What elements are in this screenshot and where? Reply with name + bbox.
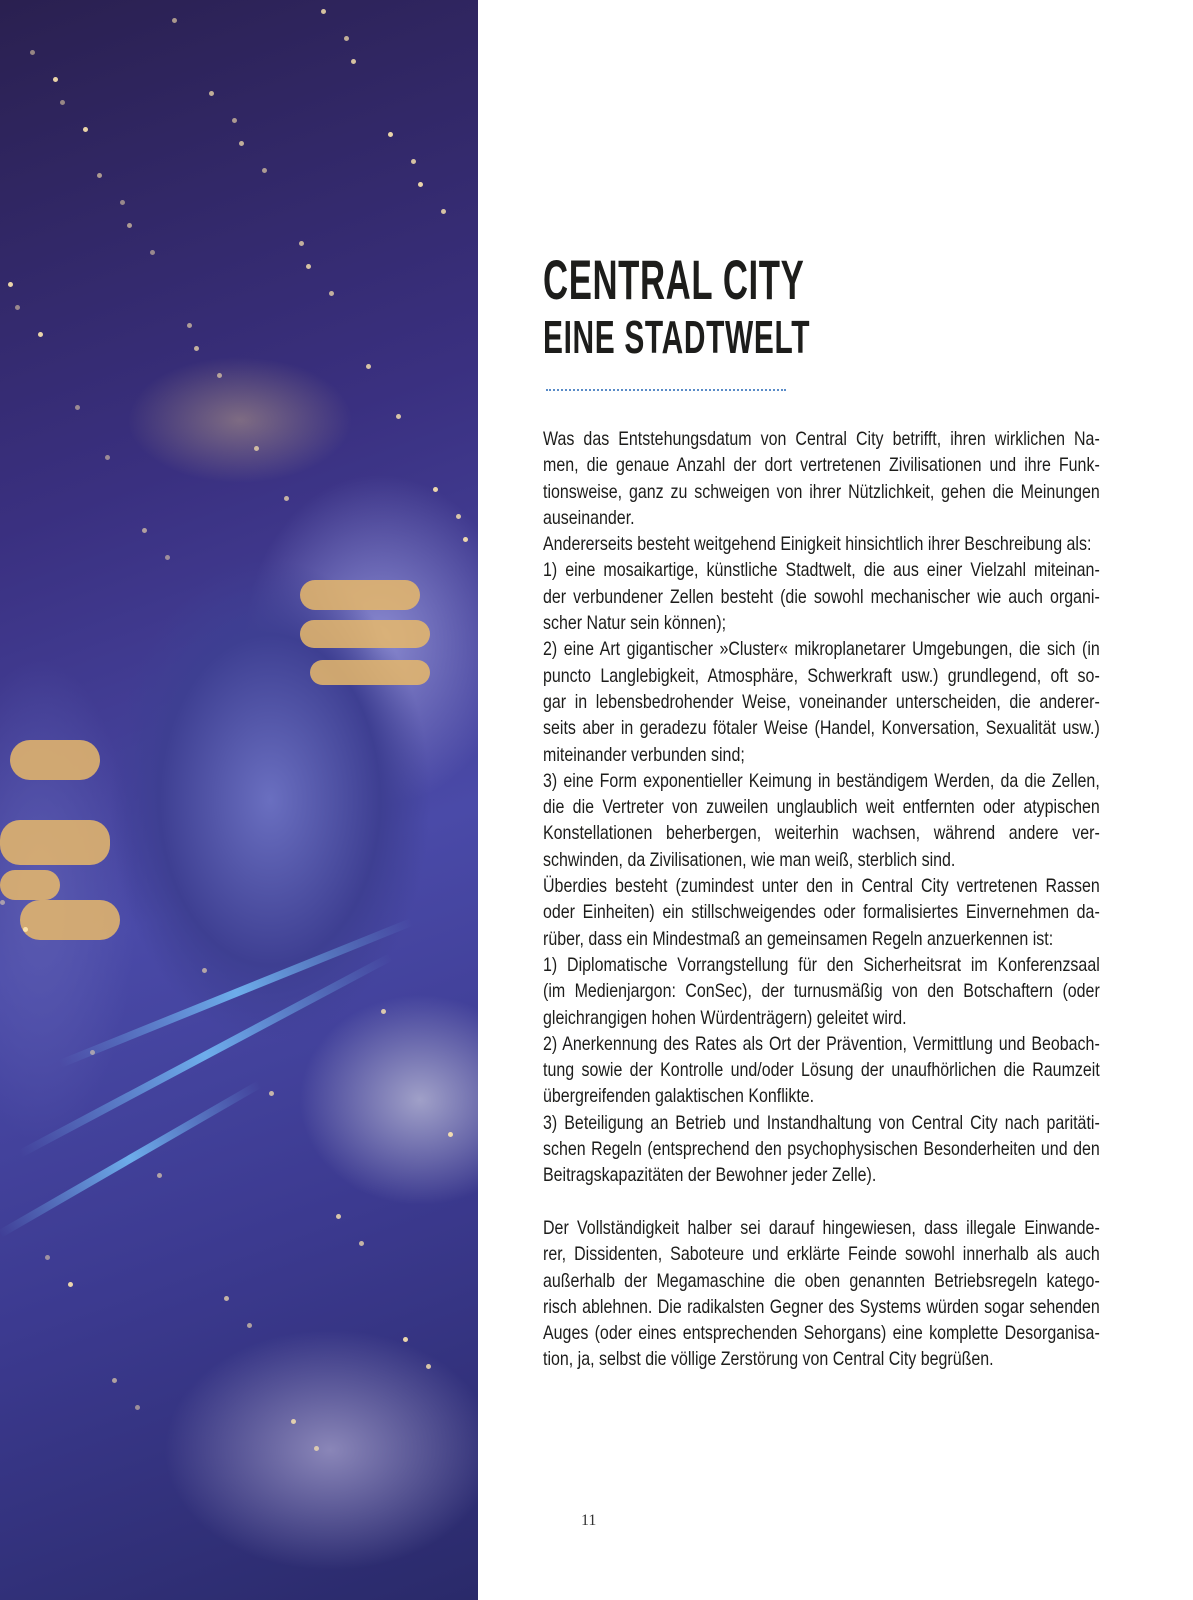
text-line: risch ablehnen. Die radikalsten Gegner des Systems würden sogar sehenden bbox=[543, 1295, 1100, 1318]
paragraph bbox=[543, 1215, 1100, 1373]
star-light bbox=[150, 250, 155, 255]
text-line: 2) eine Art gigantischer »Cluster« mikroplanetarer Umgebungen, die sich (in bbox=[543, 638, 1100, 661]
star-light bbox=[142, 528, 147, 533]
star-light bbox=[344, 36, 349, 41]
star-light bbox=[291, 1419, 296, 1424]
lit-window bbox=[10, 740, 100, 780]
paragraph bbox=[543, 952, 1100, 1031]
text-line: seits aber in geradezu fötaler Weise (Handel, Konversation, Sexualität usw.) bbox=[543, 717, 1100, 740]
paragraph bbox=[543, 1110, 1100, 1189]
star-light bbox=[463, 537, 468, 542]
text-line: die die Vertreter von zuweilen unglaublich weit entfernten oder atypischen bbox=[543, 796, 1100, 819]
star-light bbox=[165, 555, 170, 560]
star-light bbox=[38, 332, 43, 337]
text-line: 1) eine mosaikartige, künstliche Stadtwelt, die aus einer Vielzahl miteinan- bbox=[543, 559, 1100, 582]
star-light bbox=[336, 1214, 341, 1219]
star-light bbox=[53, 77, 58, 82]
text-line: Was das Entstehungsdatum von Central City betrifft, ihren wirklichen Na- bbox=[543, 428, 1100, 450]
star-light bbox=[418, 182, 423, 187]
star-light bbox=[456, 514, 461, 519]
text-line: scher Natur sein können); bbox=[543, 612, 727, 635]
text-line: tung sowie der Kontrolle und/oder Lösung der unaufhörlichen die Raumzeit bbox=[543, 1059, 1100, 1082]
lit-window bbox=[0, 820, 110, 865]
light-beam bbox=[59, 918, 414, 1068]
star-light bbox=[217, 373, 222, 378]
star-light bbox=[135, 1405, 140, 1410]
star-light bbox=[75, 405, 80, 410]
paragraph bbox=[543, 557, 1100, 636]
page-number: 11 bbox=[581, 1512, 597, 1529]
star-light bbox=[284, 496, 289, 501]
text-line: Konstellationen beherbergen, weiterhin wachsen, während andere ver- bbox=[543, 822, 1100, 845]
text-line: der verbundener Zellen besteht (die sowohl mechanischer wie auch organi- bbox=[543, 585, 1100, 608]
paragraph bbox=[543, 531, 1100, 557]
star-light bbox=[157, 1173, 162, 1178]
star-light bbox=[351, 59, 356, 64]
star-light bbox=[366, 364, 371, 369]
lit-window bbox=[300, 580, 420, 610]
text-line: (im Medienjargon: ConSec), der turnusmäßig von den Botschaftern (oder bbox=[543, 980, 1100, 1003]
star-light bbox=[8, 282, 13, 287]
star-light bbox=[120, 200, 125, 205]
paragraph bbox=[543, 768, 1100, 873]
star-light bbox=[262, 168, 267, 173]
star-light bbox=[448, 1132, 453, 1137]
text-line: Überdies besteht (zumindest unter den in Central City vertretenen Rassen bbox=[543, 875, 1100, 898]
text-line: auseinander. bbox=[543, 506, 635, 529]
text-line: men, die genaue Anzahl der dort vertretenen Zivilisationen und ihre Funk- bbox=[543, 454, 1100, 477]
paragraph bbox=[543, 636, 1100, 767]
text-line: Der Vollständigkeit halber sei darauf hingewiesen, dass illegale Einwande- bbox=[543, 1216, 1100, 1239]
star-light bbox=[254, 446, 259, 451]
star-light bbox=[127, 223, 132, 228]
text-line: Andererseits besteht weitgehend Einigkeit hinsichtlich ihrer Beschreibung als: bbox=[543, 533, 1092, 556]
text-line: miteinander verbunden sind; bbox=[543, 743, 745, 766]
star-light bbox=[314, 1446, 319, 1451]
lit-window bbox=[300, 620, 430, 648]
page-title: CENTRAL CITY bbox=[543, 248, 805, 311]
text-line: gleichrangigen hohen Würdenträgern) geleitet wird. bbox=[543, 1006, 907, 1029]
star-light bbox=[0, 900, 5, 905]
star-light bbox=[381, 1009, 386, 1014]
text-line: 3) Beteiligung an Betrieb und Instandhaltung von Central City nach paritäti- bbox=[543, 1111, 1100, 1134]
text-line: tion, ja, selbst die völlige Zerstörung von Central City begrüßen. bbox=[543, 1348, 994, 1371]
body-text bbox=[543, 426, 1100, 1373]
text-line: 3) eine Form exponentieller Keimung in beständigem Werden, da die Zellen, bbox=[543, 769, 1100, 792]
star-light bbox=[299, 241, 304, 246]
dotted-divider bbox=[546, 389, 786, 391]
star-light bbox=[90, 1050, 95, 1055]
paragraph bbox=[543, 426, 1100, 531]
star-light bbox=[232, 118, 237, 123]
star-light bbox=[388, 132, 393, 137]
text-line: tionsweise, ganz zu schweigen von ihrer Nützlichkeit, gehen die Meinungen bbox=[543, 480, 1100, 503]
star-light bbox=[68, 1282, 73, 1287]
star-light bbox=[209, 91, 214, 96]
star-light bbox=[306, 264, 311, 269]
star-light bbox=[396, 414, 401, 419]
light-beam bbox=[0, 1081, 262, 1238]
star-light bbox=[30, 50, 35, 55]
paragraph bbox=[543, 1031, 1100, 1110]
star-light bbox=[403, 1337, 408, 1342]
star-light bbox=[60, 100, 65, 105]
text-line: 2) Anerkennung des Rates als Ort der Prävention, Vermittlung und Beobach- bbox=[543, 1032, 1100, 1055]
star-light bbox=[105, 455, 110, 460]
star-light bbox=[321, 9, 326, 14]
star-light bbox=[411, 159, 416, 164]
text-line: puncto Langlebigkeit, Atmosphäre, Schwerkraft usw.) grundlegend, oft so- bbox=[543, 664, 1100, 687]
text-line: rer, Dissidenten, Saboteure und erklärte Feinde sowohl innerhalb als auch bbox=[543, 1243, 1100, 1266]
star-light bbox=[23, 927, 28, 932]
star-light bbox=[441, 209, 446, 214]
star-light bbox=[15, 305, 20, 310]
paragraph-gap bbox=[543, 1189, 1100, 1215]
star-light bbox=[239, 141, 244, 146]
star-light bbox=[247, 1323, 252, 1328]
star-light bbox=[269, 1091, 274, 1096]
star-light bbox=[433, 487, 438, 492]
text-line: oder Einheiten) ein stillschweigendes oder formalisiertes Einvernehmen da- bbox=[543, 901, 1100, 924]
star-light bbox=[112, 1378, 117, 1383]
star-light bbox=[224, 1296, 229, 1301]
text-line: übergreifenden galaktischen Konflikte. bbox=[543, 1085, 815, 1108]
lit-window bbox=[0, 870, 60, 900]
text-line: 1) Diplomatische Vorrangstellung für den Sicherheitsrat im Konferenzsaal bbox=[543, 953, 1100, 976]
lit-window bbox=[310, 660, 430, 685]
star-light bbox=[426, 1364, 431, 1369]
star-light bbox=[172, 18, 177, 23]
star-light bbox=[359, 1241, 364, 1246]
page-subtitle: EINE STADTWELT bbox=[543, 311, 811, 363]
text-line: schen Regeln (entsprechend den psychophysischen Besonderheiten und den bbox=[543, 1138, 1100, 1161]
text-line: Auges (oder eines entsprechenden Sehorgans) eine komplette Desorganisa- bbox=[543, 1322, 1100, 1345]
star-light bbox=[202, 968, 207, 973]
text-line: außerhalb der Megamaschine die oben genannten Betriebsregeln katego- bbox=[543, 1269, 1100, 1292]
text-line: Beitragskapazitäten der Bewohner jeder Zelle). bbox=[543, 1164, 877, 1187]
star-light bbox=[187, 323, 192, 328]
text-line: schwinden, da Zivilisationen, wie man weiß, sterblich sind. bbox=[543, 848, 956, 871]
text-line: gar in lebensbedrohender Weise, voneinander unterscheiden, die anderer- bbox=[543, 690, 1100, 713]
star-light bbox=[45, 1255, 50, 1260]
paragraph bbox=[543, 873, 1100, 952]
star-light bbox=[194, 346, 199, 351]
lit-window bbox=[20, 900, 120, 940]
star-light bbox=[83, 127, 88, 132]
text-line: rüber, dass ein Mindestmaß an gemeinsamen Regeln anzuerkennen ist: bbox=[543, 927, 1054, 950]
central-city-illustration bbox=[0, 0, 478, 1600]
star-light bbox=[97, 173, 102, 178]
star-light bbox=[329, 291, 334, 296]
